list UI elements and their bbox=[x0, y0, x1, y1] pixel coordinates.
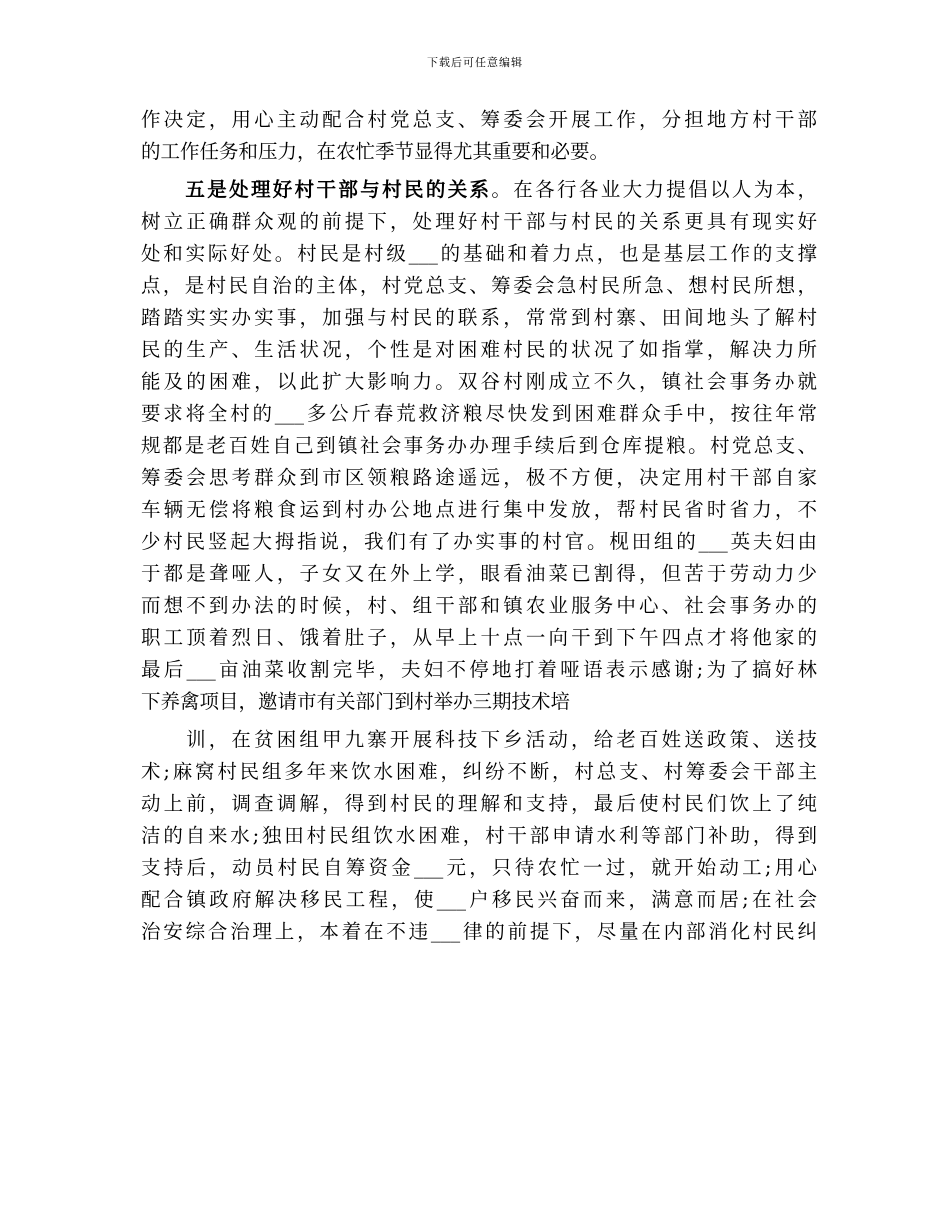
text-line: 动上前，调查调解，得到村民的理解和支持，最后使村民们饮上了纯 bbox=[141, 792, 817, 815]
text-line: 筹委会思考群众到市区领粮路途遥远，极不方便，决定用村干部自家 bbox=[141, 466, 817, 489]
text-line: 五是处理好村干部与村民的关系。在各行各业大力提倡以人为本， bbox=[183, 178, 817, 201]
page-header: 下载后可任意编辑 bbox=[427, 56, 523, 69]
text-line: 民的生产、生活状况，个性是对困难村民的状况了如指掌，解决力所 bbox=[141, 338, 817, 361]
text-line: 规都是老百姓自己到镇社会事务办办理手续后到仓库提粮。村党总支、 bbox=[141, 434, 817, 457]
text-line: 下养禽项目，邀请市有关部门到村举办三期技术培 bbox=[141, 690, 571, 713]
text-line: 踏踏实实办实事，加强与村民的联系，常常到村寨、田间地头了解村 bbox=[141, 306, 817, 329]
text-line: 最后___亩油菜收割完毕，夫妇不停地打着哑语表示感谢;为了搞好林 bbox=[141, 658, 817, 681]
document-body bbox=[141, 104, 817, 948]
text-line: 处和实际好处。村民是村级___的基础和着力点，也是基层工作的支撑 bbox=[141, 242, 817, 265]
text-line: 治安综合治理上，本着在不违___律的前提下，尽量在内部消化村民纠 bbox=[141, 920, 817, 943]
text-line: 洁的自来水;独田村民组饮水困难，村干部申请水利等部门补助，得到 bbox=[141, 824, 817, 847]
text-line: 点，是村民自治的主体，村党总支、筹委会急村民所急、想村民所想， bbox=[141, 274, 817, 297]
text-line: 于都是聋哑人，子女又在外上学，眼看油菜已割得，但苦于劳动力少 bbox=[141, 562, 817, 585]
text-line: 训，在贫困组甲九寨开展科技下乡活动，给老百姓送政策、送技 bbox=[183, 728, 817, 751]
text-line: 支持后，动员村民自筹资金___元，只待农忙一过，就开始动工;用心 bbox=[141, 856, 817, 879]
text-line: 要求将全村的___多公斤春荒救济粮尽快发到困难群众手中，按往年常 bbox=[141, 402, 817, 425]
text-line: 少村民竖起大拇指说，我们有了办实事的村官。枧田组的___英夫妇由 bbox=[141, 530, 817, 553]
text-line: 作决定，用心主动配合村党总支、筹委会开展工作，分担地方村干部 bbox=[141, 108, 817, 131]
text-line: 树立正确群众观的前提下，处理好村干部与村民的关系更具有现实好 bbox=[141, 210, 817, 233]
paragraph-lead: 五是处理好村干部与村民的关系 bbox=[183, 178, 492, 201]
text-line: 配合镇政府解决移民工程，使___户移民兴奋而来，满意而居;在社会 bbox=[141, 888, 817, 911]
text-line: 而想不到办法的时候，村、组干部和镇农业服务中心、社会事务办的 bbox=[141, 594, 817, 617]
text-line: 的工作任务和压力，在农忙季节显得尤其重要和必要。 bbox=[141, 140, 610, 163]
text-line: 能及的困难，以此扩大影响力。双谷村刚成立不久，镇社会事务办就 bbox=[141, 370, 817, 393]
text-line: 术;麻窝村民组多年来饮水困难，纠纷不断，村总支、村筹委会干部主 bbox=[141, 760, 817, 783]
text-line: 车辆无偿将粮食运到村办公地点进行集中发放，帮村民省时省力，不 bbox=[141, 498, 817, 521]
text-line: 职工顶着烈日、饿着肚子，从早上十点一向干到下午四点才将他家的 bbox=[141, 626, 817, 649]
